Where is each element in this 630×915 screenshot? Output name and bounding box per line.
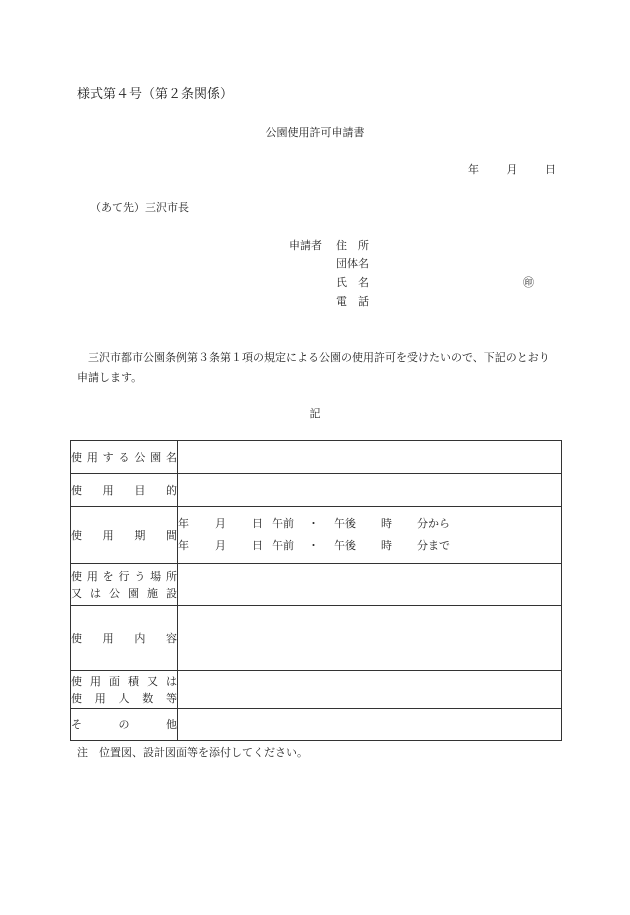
period-end-day: 日 xyxy=(252,539,263,552)
label-char: 使 xyxy=(71,691,82,705)
label-location-2 xyxy=(71,585,177,602)
row-label xyxy=(71,474,178,507)
label-char: 使 xyxy=(71,631,82,645)
label-char: の xyxy=(118,718,130,731)
location-field[interactable] xyxy=(178,564,562,606)
label-char: を xyxy=(102,569,114,583)
application-statement: 三沢市都市公園条例第３条第１項の規定による公園の使用許可を受けたいので、下記のとおり申請します。 xyxy=(77,351,550,384)
period-end-minute: 分まで xyxy=(417,539,450,552)
table-row xyxy=(71,671,562,709)
applicant-group-field: 団体名 xyxy=(336,257,369,270)
label-char: 面 xyxy=(109,674,120,688)
label-content xyxy=(71,630,177,647)
table-row xyxy=(71,709,562,741)
label-char: 他 xyxy=(166,718,177,731)
period-start-hour: 時 xyxy=(381,517,392,530)
label-char: 内 xyxy=(134,631,146,645)
label-char: 使 xyxy=(71,450,82,464)
purpose-field[interactable] xyxy=(178,474,562,507)
label-char: う xyxy=(134,569,146,583)
label-park-name xyxy=(71,449,177,466)
table-row xyxy=(71,564,562,606)
label-char: 用 xyxy=(86,569,98,583)
period-start-year: 年 xyxy=(178,517,189,530)
label-char: 間 xyxy=(165,528,177,542)
period-start-pm: 午後 xyxy=(334,517,356,530)
label-char: 場 xyxy=(150,569,162,583)
period-start-minute: 分から xyxy=(417,517,450,530)
row-label xyxy=(71,441,178,474)
label-char: 行 xyxy=(118,569,130,583)
label-char: そ xyxy=(71,718,82,731)
label-char: 園 xyxy=(128,586,139,600)
application-table xyxy=(70,440,562,741)
label-char: 積 xyxy=(128,674,139,688)
applicant-phone-field: 電 話 xyxy=(336,295,369,308)
label-char: 用 xyxy=(86,450,98,464)
period-end-dot: ・ xyxy=(308,539,319,552)
label-char: 設 xyxy=(166,586,177,600)
period-start xyxy=(178,513,561,535)
label-char: 等 xyxy=(166,691,177,705)
label-other xyxy=(71,716,177,733)
label-char: 人 xyxy=(118,691,130,705)
label-char: は xyxy=(166,674,177,688)
applicant-label: 申請者 xyxy=(289,239,322,252)
label-area-2 xyxy=(71,690,177,707)
period-start-am: 午前 xyxy=(272,517,294,530)
document-title: 公園使用許可申請書 xyxy=(265,126,365,139)
label-char: 使 xyxy=(71,483,82,497)
period-start-month: 月 xyxy=(215,517,226,530)
period-start-dot: ・ xyxy=(308,517,319,530)
label-char: 使 xyxy=(71,528,82,542)
label-purpose xyxy=(71,482,177,499)
label-char: 使 xyxy=(71,674,82,688)
period-end-pm: 午後 xyxy=(334,539,356,552)
addressee: （あて先）三沢市長 xyxy=(90,201,189,214)
row-label xyxy=(71,671,178,709)
label-char: 数 xyxy=(142,691,154,705)
period-end-month: 月 xyxy=(215,539,226,552)
period-end-am: 午前 xyxy=(272,539,294,552)
label-char: 又 xyxy=(71,586,82,600)
label-char: は xyxy=(90,586,101,600)
form-number: 様式第４号（第２条関係） xyxy=(77,87,234,102)
label-area-1 xyxy=(71,673,177,690)
label-period xyxy=(71,527,177,544)
note-heading: 記 xyxy=(309,407,321,420)
period-end-hour: 時 xyxy=(381,539,392,552)
period-start-day: 日 xyxy=(252,517,263,530)
table-row xyxy=(71,474,562,507)
table-row xyxy=(71,507,562,564)
label-char: す xyxy=(102,450,114,464)
label-char: 公 xyxy=(134,450,146,464)
label-char: 容 xyxy=(165,631,177,645)
table-row xyxy=(71,441,562,474)
date-year: 年 xyxy=(468,163,479,176)
label-char: 期 xyxy=(134,528,146,542)
label-char: 又 xyxy=(147,674,158,688)
row-label xyxy=(71,709,178,741)
content-field[interactable] xyxy=(178,606,562,671)
applicant-name-field: 氏 名 xyxy=(336,276,369,289)
label-char: る xyxy=(118,450,130,464)
date-line xyxy=(468,161,556,177)
label-char: 目 xyxy=(134,483,146,497)
label-char: 用 xyxy=(102,528,114,542)
period-end xyxy=(178,535,561,557)
label-char: 使 xyxy=(71,569,82,583)
applicant-address-field: 住 所 xyxy=(336,239,369,252)
period-field[interactable] xyxy=(178,507,562,564)
label-char: 用 xyxy=(102,483,114,497)
row-label xyxy=(71,507,178,564)
label-char: 的 xyxy=(165,483,177,497)
area-field[interactable] xyxy=(178,671,562,709)
date-day: 日 xyxy=(545,163,556,176)
label-char: 所 xyxy=(165,569,177,583)
period-end-year: 年 xyxy=(178,539,189,552)
row-label xyxy=(71,606,178,671)
label-char: 用 xyxy=(102,631,114,645)
label-char: 名 xyxy=(165,450,177,464)
row-label xyxy=(71,564,178,606)
label-location-1 xyxy=(71,568,177,585)
footer-note: 注 位置図、設計図面等を添付してください。 xyxy=(77,746,308,759)
park-name-field[interactable] xyxy=(178,441,562,474)
seal-mark: ㊞ xyxy=(523,276,534,289)
label-char: 施 xyxy=(147,586,158,600)
label-char: 用 xyxy=(94,691,106,705)
label-char: 園 xyxy=(150,450,162,464)
table-row xyxy=(71,606,562,671)
label-char: 公 xyxy=(109,586,120,600)
date-month: 月 xyxy=(506,163,518,176)
label-char: 用 xyxy=(90,674,101,688)
other-field[interactable] xyxy=(178,709,562,741)
